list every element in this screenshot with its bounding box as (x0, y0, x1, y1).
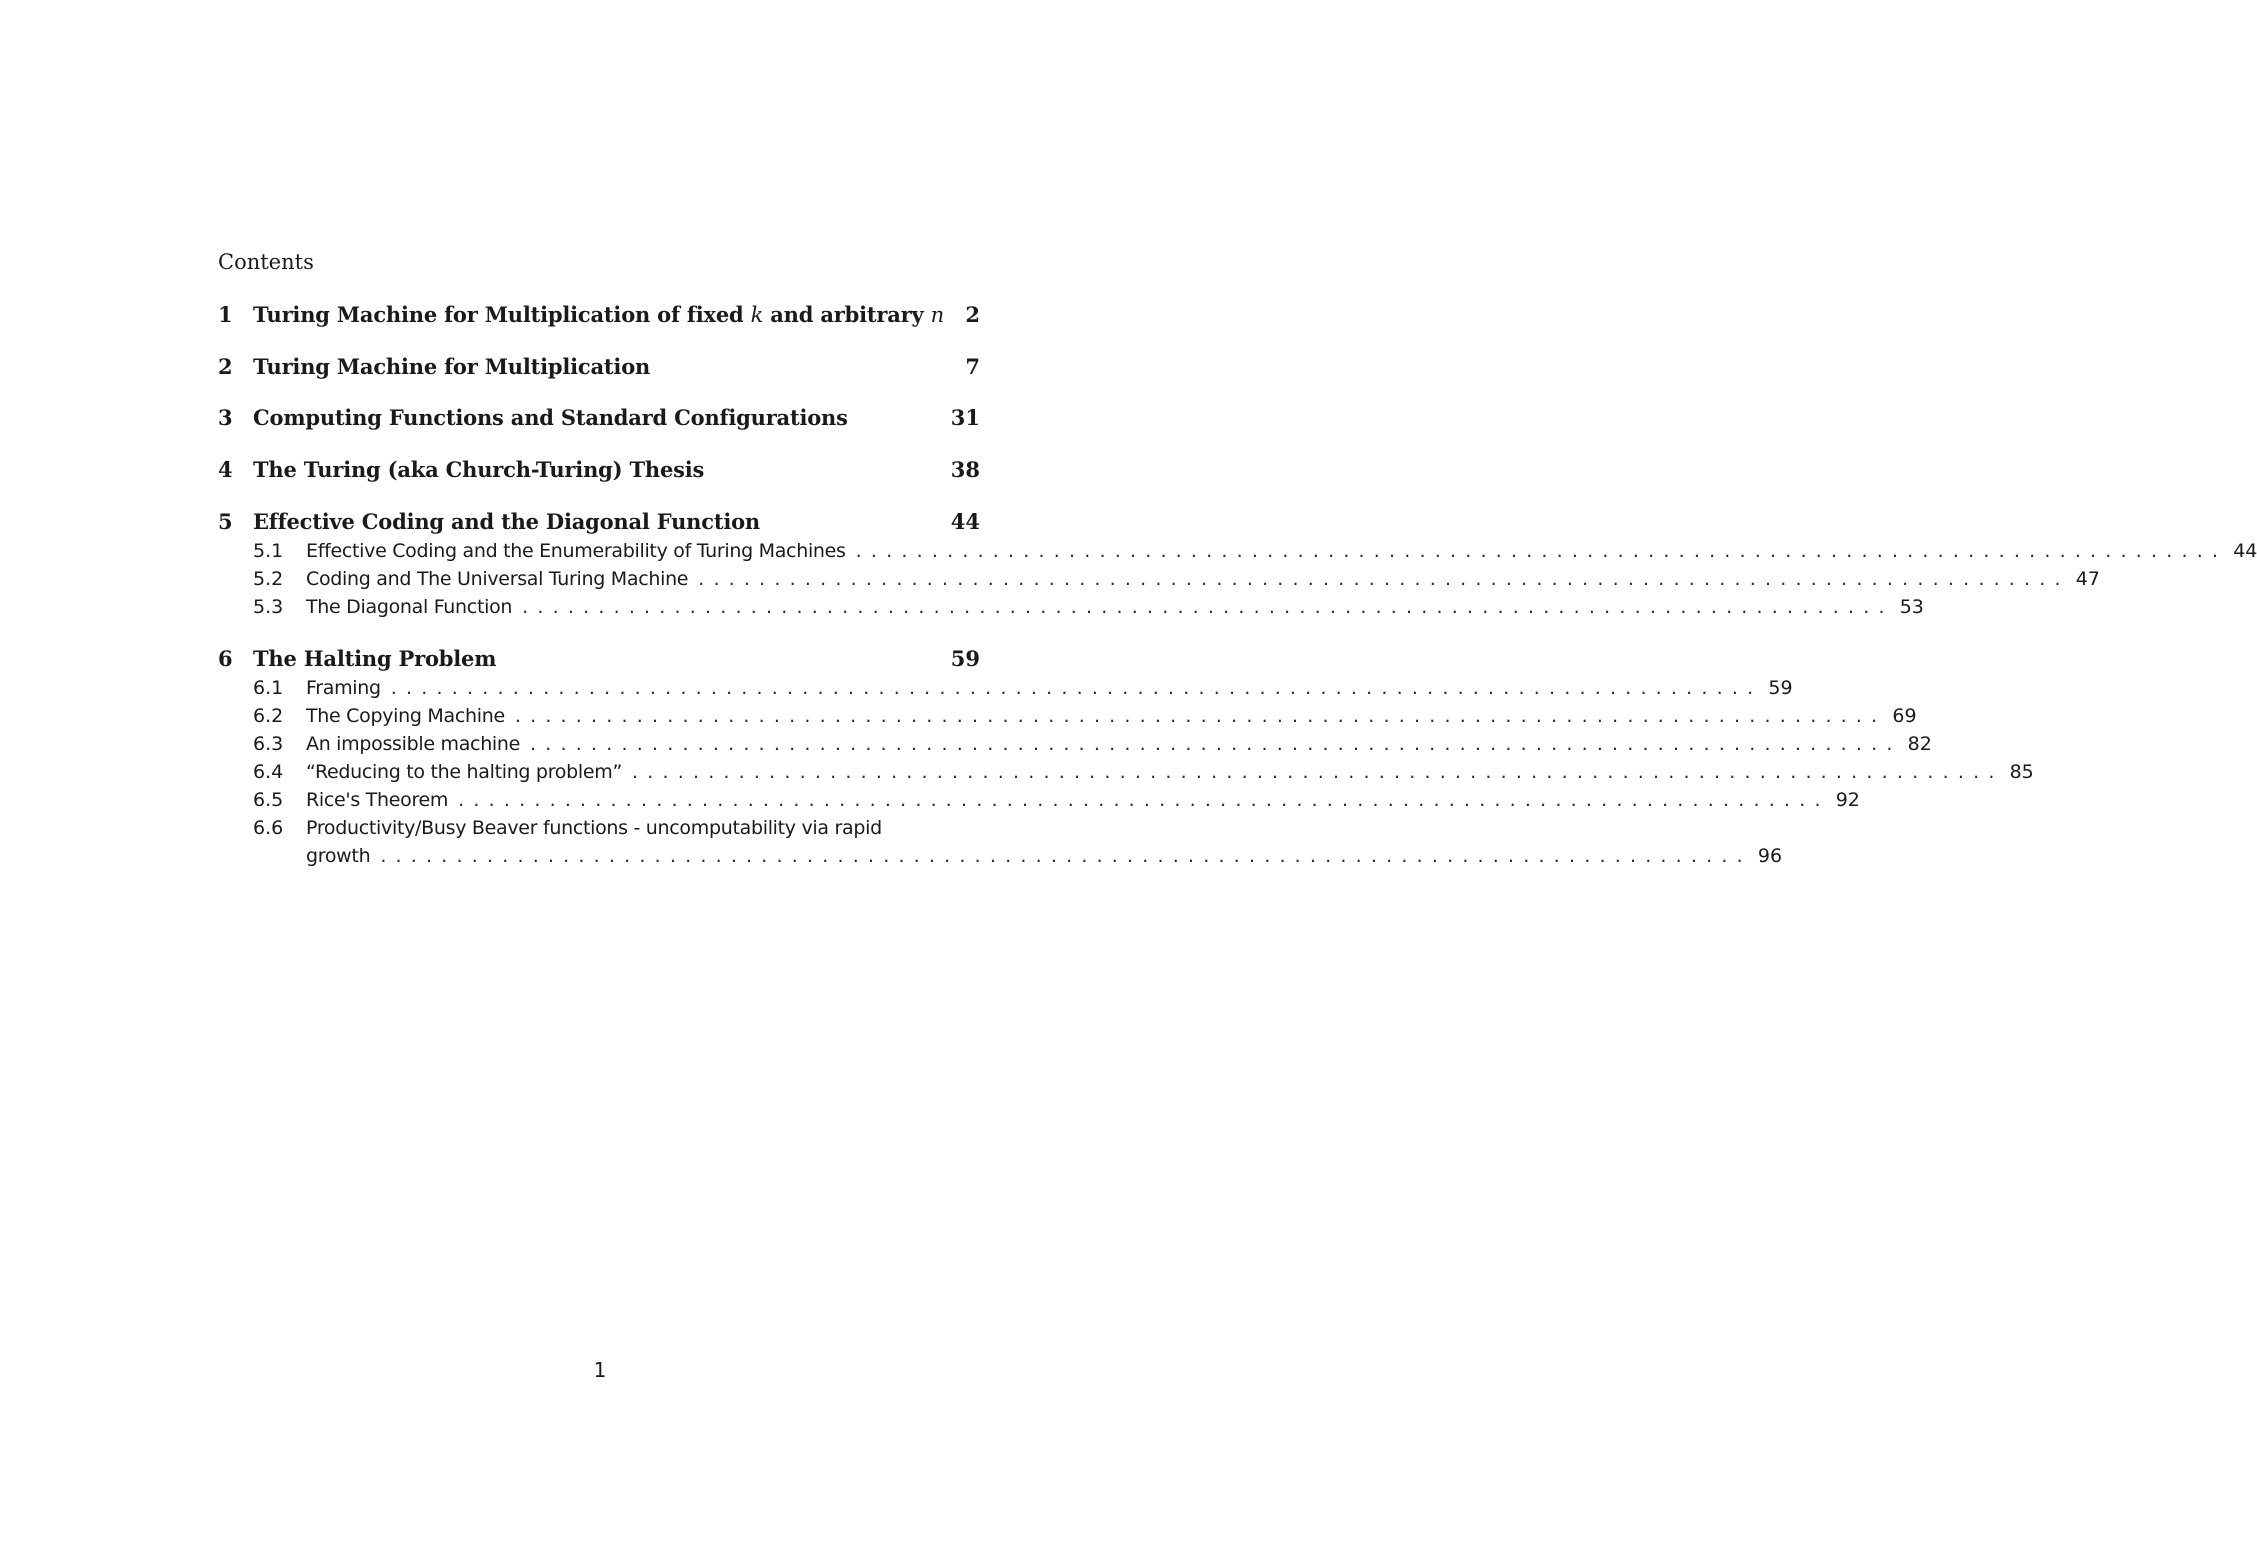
subsection-number: 5.2 (253, 568, 284, 590)
section-page: 2 (965, 302, 980, 327)
subsection-page: 44 (2233, 540, 2257, 562)
section-page: 38 (950, 457, 980, 482)
section-title: Effective Coding and the Diagonal Function (253, 509, 760, 534)
toc-section-4[interactable] (218, 456, 980, 484)
dot-leader: .......................................................................................... (522, 596, 1894, 618)
section-title: Turing Machine for Multiplication of fixed k and arbitrary n (253, 302, 944, 327)
toc-subsection-6-4[interactable] (218, 759, 2034, 785)
dot-leader: .......................................................................................... (390, 677, 1763, 699)
section-number: 2 (218, 354, 233, 379)
toc-section-6[interactable] (218, 645, 980, 673)
dot-leader: .......................................................................................... (380, 845, 1752, 867)
dot-leader: .......................................................................................... (514, 705, 1887, 727)
math-variable-k: k (750, 303, 764, 327)
dot-leader: .......................................................................................... (530, 733, 1902, 755)
subsection-number: 6.6 (253, 817, 284, 839)
subsection-page: 53 (1899, 596, 1924, 618)
section-number: 3 (218, 405, 233, 430)
subsection-page: 47 (2075, 568, 2100, 590)
subsection-title: Framing (306, 677, 381, 699)
subsection-page: 85 (2009, 761, 2034, 783)
subsection-title: The Diagonal Function (306, 596, 513, 618)
section-page: 31 (950, 405, 980, 430)
section-number: 4 (218, 457, 233, 482)
toc-subsection-6-6[interactable] (218, 815, 980, 841)
toc-subsection-5-3[interactable] (218, 594, 1924, 620)
subsection-number: 5.1 (253, 540, 284, 562)
toc-subsection-6-3[interactable] (218, 731, 1932, 757)
section-number: 5 (218, 509, 233, 534)
section-number: 1 (218, 302, 233, 327)
subsection-page: 69 (1892, 705, 1917, 727)
section-page: 44 (950, 509, 980, 534)
subsection-number: 6.4 (253, 761, 284, 783)
toc-section-5[interactable] (218, 508, 980, 536)
toc-subsection-5-1[interactable] (218, 538, 2257, 564)
subsection-title: An impossible machine (306, 733, 521, 755)
section-page: 7 (965, 354, 980, 379)
section-title: The Turing (aka Church-Turing) Thesis (253, 457, 705, 482)
section-title: Computing Functions and Standard Configurations (253, 405, 848, 430)
subsection-title: The Copying Machine (306, 705, 505, 727)
subsection-number: 6.3 (253, 733, 284, 755)
toc-subsection-6-1[interactable] (218, 675, 1793, 701)
section-number: 6 (218, 646, 233, 671)
subsection-page: 92 (1835, 789, 1860, 811)
section-page: 59 (950, 646, 980, 671)
page-number: 1 (593, 1358, 607, 1382)
toc-subsection-6-6-continued[interactable] (218, 843, 1783, 869)
subsection-title: “Reducing to the halting problem” (306, 761, 622, 783)
contents-heading: Contents (218, 250, 314, 274)
toc-subsection-6-5[interactable] (218, 787, 1860, 813)
section-title: Turing Machine for Multiplication (253, 354, 651, 379)
subsection-title-line-2: growth (306, 845, 371, 867)
toc-section-2[interactable] (218, 353, 980, 381)
subsection-title: Effective Coding and the Enumerability of Turing Machines (306, 540, 846, 562)
dot-leader: .......................................................................................... (855, 540, 2228, 562)
subsection-number: 6.1 (253, 677, 284, 699)
subsection-number: 6.2 (253, 705, 284, 727)
toc-section-1[interactable] (218, 301, 980, 329)
toc-subsection-5-2[interactable] (218, 566, 2100, 592)
subsection-title-line-1: Productivity/Busy Beaver functions - uncomputability via rapid (306, 817, 882, 839)
dot-leader: .......................................................................................... (632, 761, 2004, 783)
subsection-title: Coding and The Universal Turing Machine (306, 568, 689, 590)
subsection-title: Rice's Theorem (306, 789, 449, 811)
dot-leader: .......................................................................................... (698, 568, 2070, 590)
dot-leader: .......................................................................................... (458, 789, 1830, 811)
toc-subsection-6-2[interactable] (218, 703, 1917, 729)
toc-section-3[interactable] (218, 404, 980, 432)
math-variable-n: n (930, 303, 944, 327)
subsection-number: 5.3 (253, 596, 284, 618)
subsection-number: 6.5 (253, 789, 284, 811)
subsection-page: 82 (1907, 733, 1932, 755)
subsection-page: 59 (1768, 677, 1793, 699)
section-title: The Halting Problem (253, 646, 497, 671)
subsection-page: 96 (1757, 845, 1783, 867)
